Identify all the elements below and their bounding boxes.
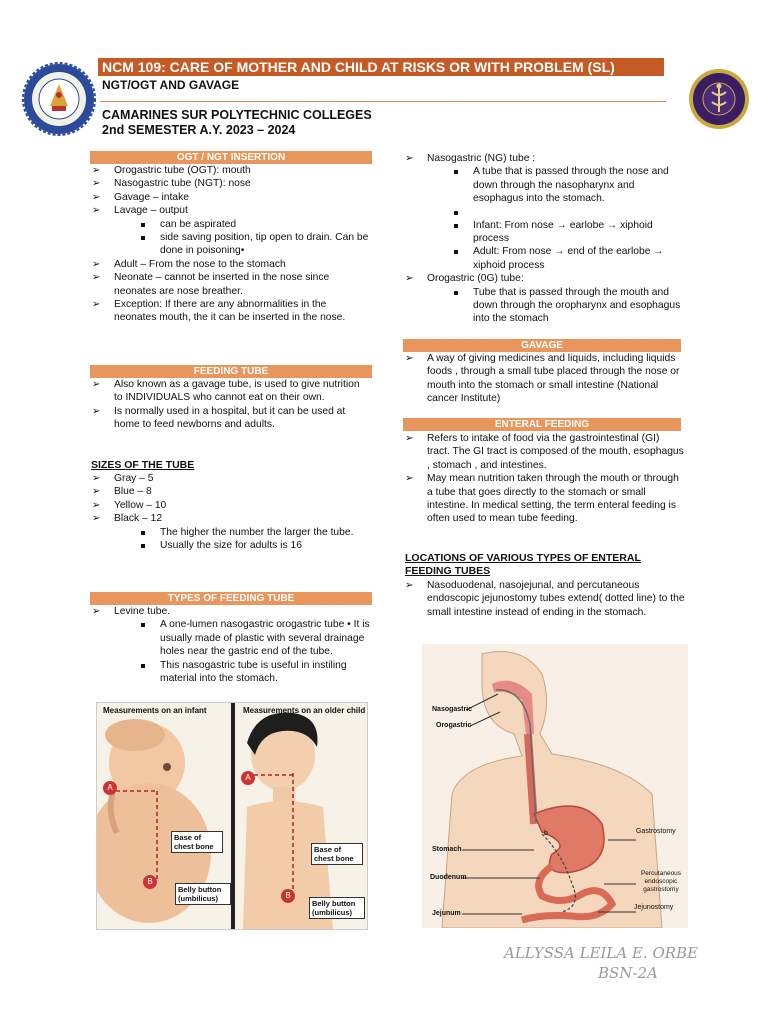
sub-item: A tube that is passed through the nose and down through the nasopharynx and esophagus into the stomach. (427, 165, 685, 205)
page-subtitle: NGT/OGT AND GAVAGE (102, 78, 240, 92)
list-item (90, 605, 370, 685)
list-item: ➢ Exception: If there are any abnormalities in the neonates mouth, the it can be inserted in the nose. (90, 298, 370, 325)
semester: 2nd SEMESTER A.Y. 2023 – 2024 (102, 123, 296, 137)
types-list (90, 605, 370, 685)
list-item-text: Levine tube. (114, 606, 171, 617)
list-item-text: Nasogastric (NG) tube : (427, 153, 536, 164)
label-base-chest-child: Base of chest bone (311, 843, 363, 865)
label-stomach: Stomach (432, 846, 462, 853)
child-title: Measurements on an older child (243, 706, 366, 715)
list-item: ➢ May mean nutrition taken through the mouth or through a tube that goes directly to the stomach or small intestine. In medical setting, the term enteral feeding is often used to mean tube feeding. (403, 472, 685, 526)
label-b: b (544, 830, 548, 837)
list-item: ➢ Adult – From the nose to the stomach (90, 258, 370, 271)
label-nasogastric: Nasogastric (432, 706, 473, 713)
list-item (403, 152, 685, 272)
college-seal-logo (22, 62, 96, 136)
sub-item: Tube that is passed through the mouth and down through the oropharynx and esophagus into the stomach (427, 286, 685, 326)
label-base-chest-infant: Base of chest bone (171, 831, 223, 853)
gavage-list (403, 352, 685, 406)
list-item: ➢ A way of giving medicines and liquids, including liquids foods , through a small tube placed through the nose or mouth into the stomach or small intestine (National cancer Institute) (403, 352, 685, 406)
locations-heading: LOCATIONS OF VARIOUS TYPES OF ENTERAL FEEDING TUBES (405, 552, 641, 577)
ng-og-list (403, 152, 685, 326)
nursing-seal-logo (688, 68, 750, 130)
list-item-text: Lavage – output (114, 205, 188, 217)
feeding-tube-heading: FEEDING TUBE (90, 365, 372, 378)
sub-item: This nasogastric tube is useful in instiling material into the stomach. (114, 659, 370, 686)
list-item: ➢ Yellow – 10 (90, 499, 370, 512)
enteral-list (403, 432, 685, 526)
measurement-figure (96, 702, 368, 930)
list-item: ➢ Nasogastric tube (NGT): nose (90, 177, 370, 190)
list-item: ➢ Blue – 8 (90, 485, 370, 498)
ogt-ngt-heading: OGT / NGT INSERTION (90, 151, 372, 164)
list-item: ➢ Also known as a gavage tube, is used to give nutrition to INDIVIDUALS who cannot eat on their own. (90, 378, 370, 405)
list-item: ➢ Gray – 5 (90, 472, 370, 485)
list-item: ➢ Refers to intake of food via the gastrointestinal (GI) tract. The GI tract is composed of the mouth, esophagus , stomach , and intestines. (403, 432, 685, 472)
list-item: ➢ Gavage – intake (90, 191, 370, 204)
feeding-tube-list (90, 378, 370, 432)
label-gastrostomy: Gastrostomy (636, 828, 676, 835)
list-item: ➢ Nasoduodenal, nasojejunal, and percutaneous endoscopic jejunostomy tubes extend( dotted line) to the small intestine instead of ending in the stomach. (403, 579, 685, 619)
marker-a-infant: A (103, 781, 117, 795)
label-jejunostomy: Jejunostomy (634, 904, 674, 911)
author-name: ALLYSSA LEILA E. ORBE (504, 944, 699, 962)
sub-item: Usually the size for adults is 16 (114, 539, 370, 552)
list-item (90, 512, 370, 552)
gavage-heading: GAVAGE (403, 339, 681, 352)
sub-item: side saving position, tip open to drain. Can be done in poisoning• (114, 231, 370, 258)
locations-list (403, 579, 685, 619)
sub-item: A one-lumen nasogastric orogastric tube • It is usually made of plastic with several drainage holes near the gastric end of the tube. (114, 618, 370, 658)
list-item: ➢ Orogastric tube (OGT): mouth (90, 164, 370, 177)
ogt-ngt-list (90, 164, 370, 325)
spacer (427, 206, 685, 219)
enteral-heading: ENTERAL FEEDING (403, 418, 681, 431)
label-belly-child: Belly button (umbilicus) (309, 897, 365, 919)
list-item: ➢ Is normally used in a hospital, but it can be used at home to feed newborns and adults. (90, 405, 370, 432)
sizes-list (90, 472, 370, 552)
marker-a-child: A (241, 771, 255, 785)
list-item-text: Orogastric (0G) tube: (427, 273, 524, 285)
header-rule (100, 101, 666, 102)
label-belly-infant: Belly button (umbilicus) (175, 883, 231, 905)
sub-item: can be aspirated (114, 218, 370, 231)
label-orogastric: Orogastric (436, 722, 472, 729)
marker-b-infant: B (143, 875, 157, 889)
list-item-text: Black – 12 (114, 513, 163, 525)
marker-b-child: B (281, 889, 295, 903)
list-item: ➢ Neonate – cannot be inserted in the nose since neonates are nose breather. (90, 271, 370, 298)
school-name: CAMARINES SUR POLYTECHNIC COLLEGES (102, 108, 372, 122)
course-title: NCM 109: CARE OF MOTHER AND CHILD AT RISKS OR WITH PROBLEM (SL) (98, 58, 664, 76)
list-item (90, 204, 370, 258)
infant-title: Measurements on an infant (103, 706, 207, 715)
enteral-tubes-figure (422, 644, 688, 928)
sub-item: The higher the number the larger the tube. (114, 526, 370, 539)
label-jejunum: Jejunum (432, 910, 461, 917)
sub-item: Adult: From nose → end of the earlobe → xiphoid process (427, 245, 685, 272)
sub-item: Infant: From nose → earlobe → xiphoid process (427, 219, 685, 246)
list-item (403, 272, 685, 326)
types-heading: TYPES OF FEEDING TUBE (90, 592, 372, 605)
label-duodenum: Duodenum (430, 874, 467, 881)
author-section: BSN-2A (598, 964, 658, 982)
sizes-heading: SIZES OF THE TUBE (91, 459, 195, 471)
label-peg: Percutaneous endoscopic gastrostomy (640, 870, 682, 893)
